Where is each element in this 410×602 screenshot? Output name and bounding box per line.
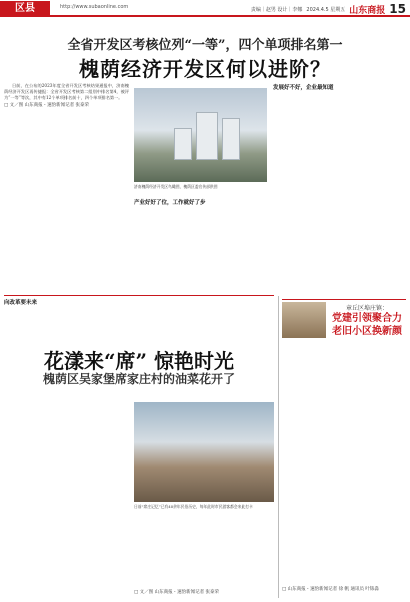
- column-divider: [278, 296, 279, 598]
- sidebar-kicker: 章丘区埠庄镇：: [345, 305, 388, 312]
- article1-lead: 日前，在公布的2023年度全省开发区考核结果通报中，济南槐荫经济开发区再传捷报：全省开发区考核第二组别中排名第4，被评为“一等”等次，其中有12个单项排名前十，四个单项排名第一。: [4, 83, 129, 100]
- sidebar-thumbnail: [282, 302, 326, 338]
- section-divider: [4, 295, 274, 296]
- paper-name: 山东商报: [349, 5, 386, 16]
- page-number: 15: [389, 2, 406, 16]
- article1-photo-caption: 济南槐荫经济开发区鸟瞰图，槐荫区委宣传部供图: [134, 184, 218, 189]
- editor-line: 责编｜赵男 设计｜李娜: [250, 6, 303, 13]
- masthead: [0, 0, 410, 17]
- article1-column-1: [4, 83, 129, 278]
- masthead-info: [251, 2, 406, 16]
- article2-photo-caption: 日前“席庄记忆”已有40余年民俗历史，每年此时市民游客都会来此打卡: [134, 504, 253, 509]
- sidebar-title: 党建引领聚合力 老旧小区换新颜: [332, 313, 402, 337]
- article2-headline: 花漾来“席” 惊艳时光: [44, 349, 234, 373]
- issue-date: 2024.4.5 星期五: [306, 6, 346, 13]
- building-shape: [222, 118, 240, 160]
- building-shape: [174, 128, 192, 160]
- article1-headline: 槐荫经济开发区何以进阶？: [79, 57, 331, 81]
- article2-subhead: 槐荫区吴家堡席家庄村的油菜花开了: [42, 372, 235, 386]
- article1-kicker: 全省开发区考核位列“一等”，四个单项排名第一: [67, 38, 343, 53]
- sidebar-header: [328, 303, 406, 338]
- article1-byline: □ 文／图 山东商报・速豹新闻记者 张泰荣: [4, 103, 90, 108]
- sidebar-rule: [282, 299, 406, 300]
- sidebar-byline: □ 山东商报・速豹新闻记者 徐 帆 通讯员 叶铄淼: [282, 587, 379, 592]
- building-shape: [196, 112, 218, 160]
- article1-subhead-1: 产业好好了位，工作就好了步: [134, 200, 206, 206]
- article2-byline-block: [134, 588, 274, 598]
- rapeseed-field-photo: [134, 402, 274, 502]
- article1-column-3: [273, 83, 406, 103]
- article1-subhead-2: 发展好不好，企业最知道: [273, 85, 334, 91]
- article2-byline: □ 文／图 山东商报・速豹新闻记者 张泰荣: [134, 590, 220, 595]
- development-zone-photo: [134, 88, 267, 182]
- site-url: http://www.subaonline.com: [60, 4, 129, 10]
- sidebar-byline-block: [282, 585, 406, 597]
- article2-kicker-label: 向改革要未来: [4, 300, 38, 306]
- section-tag: 区县: [0, 1, 50, 16]
- article1-column-2: [134, 198, 267, 218]
- article2-kicker-block: [4, 298, 129, 308]
